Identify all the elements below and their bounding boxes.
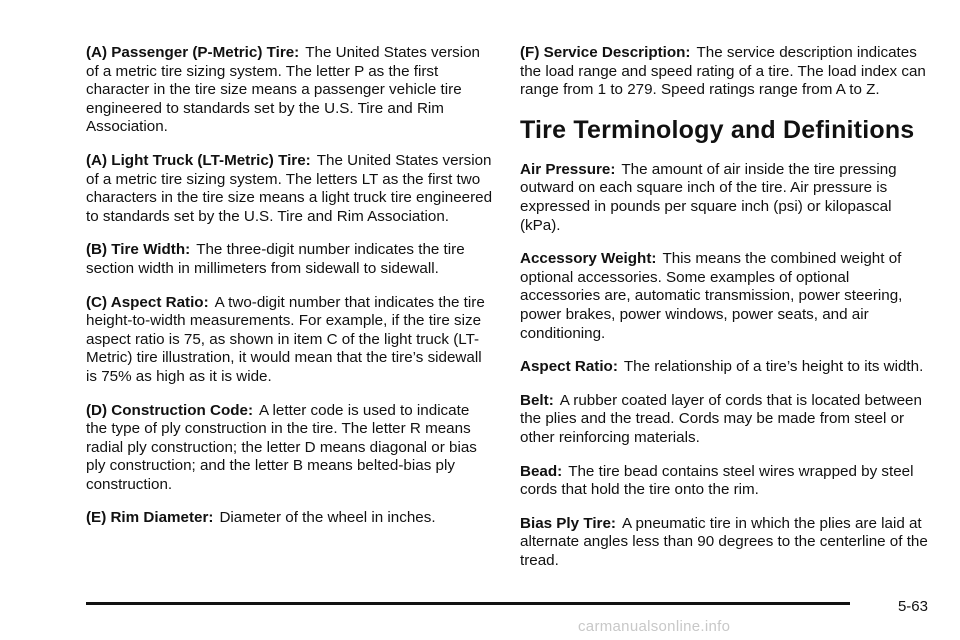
- definition-entry: [86, 44, 494, 137]
- definition-entry: [520, 44, 932, 100]
- definition-term: (F) Service Description:: [520, 44, 691, 61]
- definition-text: This means the combined weight of optional accessories. Some examples of optional accessories are, automatic transmission, power steering, power brakes, power windows, power seats, and air conditioning.: [520, 250, 903, 342]
- definition-term: Bead:: [520, 462, 563, 480]
- definition-entry: [520, 515, 932, 571]
- definition-term: (C) Aspect Ratio:: [86, 293, 209, 311]
- right-column: [520, 44, 932, 585]
- footer-rule: [86, 602, 850, 605]
- definition-entry: [520, 392, 932, 448]
- definition-term: (D) Construction Code:: [86, 401, 254, 419]
- definition-entry: [86, 509, 494, 528]
- definition-text: The tire bead contains steel wires wrapped by steel cords that hold the tire onto the rim.: [520, 462, 914, 499]
- definition-text: The United States version of a metric tire sizing system. The letters LT as the first two characters in the tire size means a light truck tire engineered to standards set by the U.S. Tire and Rim Association.: [86, 151, 493, 225]
- definition-term: Aspect Ratio:: [520, 358, 618, 376]
- definition-text: A pneumatic tire in which the plies are laid at alternate angles less than 90 degrees to the centerline of the tread.: [520, 514, 928, 569]
- definition-text: A two-digit number that indicates the tire height-to-width measurements. For example, if the tire size aspect ratio is 75, as shown in item C of the light truck (LT-Metric) tire illustration, it would mean that the tire’s sidewall is 75% as high as it is wide.: [86, 293, 485, 385]
- definition-term: (A) Passenger (P-Metric) Tire:: [86, 44, 300, 61]
- definition-entry: [520, 250, 932, 343]
- definition-text: The relationship of a tire’s height to its width.: [623, 358, 924, 376]
- definition-text: The amount of air inside the tire pressing outward on each square inch of the tire. Air pressure is expressed in pounds per square inch (psi) or kilopascal (kPa).: [520, 160, 897, 234]
- definition-text: Diameter of the wheel in inches.: [219, 509, 436, 527]
- definition-term: Accessory Weight:: [520, 250, 657, 268]
- definition-term: (E) Rim Diameter:: [86, 509, 214, 527]
- definition-entry: [86, 152, 494, 226]
- definition-term: (B) Tire Width:: [86, 241, 191, 259]
- left-column: [86, 44, 494, 543]
- definition-term: (A) Light Truck (LT-Metric) Tire:: [86, 151, 311, 169]
- definition-text: A letter code is used to indicate the type of ply construction in the tire. The letter R means radial ply construction; the letter D means diagonal or bias ply construction; and the letter B means belted-bias ply construction.: [86, 401, 477, 493]
- definition-entry: [520, 463, 932, 500]
- definition-term: Air Pressure:: [520, 160, 616, 178]
- definition-entry: [86, 402, 494, 495]
- definition-text: A rubber coated layer of cords that is located between the plies and the tread. Cords may be made from steel or other reinforcing materials.: [520, 391, 922, 446]
- definition-entry: [86, 294, 494, 387]
- page-number: 5-63: [897, 598, 928, 615]
- definition-text: The three-digit number indicates the tire section width in millimeters from sidewall to sidewall.: [86, 241, 465, 277]
- watermark: carmanualsonline.info: [578, 618, 731, 635]
- definition-entry: [520, 358, 932, 377]
- definition-text: The United States version of a metric tire sizing system. The letter P as the first character in the tire size means a passenger vehicle tire engineered to standards set by the U.S. Tire and Rim Association.: [86, 44, 480, 136]
- section-heading: Tire Terminology and Definitions: [520, 115, 915, 144]
- definition-term: Belt:: [520, 391, 554, 409]
- definition-entry: [86, 241, 494, 278]
- definition-text: The service description indicates the load range and speed rating of a tire. The load index can range from 1 to 279. Speed ratings range from A to Z.: [520, 44, 926, 99]
- definition-entry: [520, 161, 932, 235]
- definition-term: Bias Ply Tire:: [520, 514, 616, 532]
